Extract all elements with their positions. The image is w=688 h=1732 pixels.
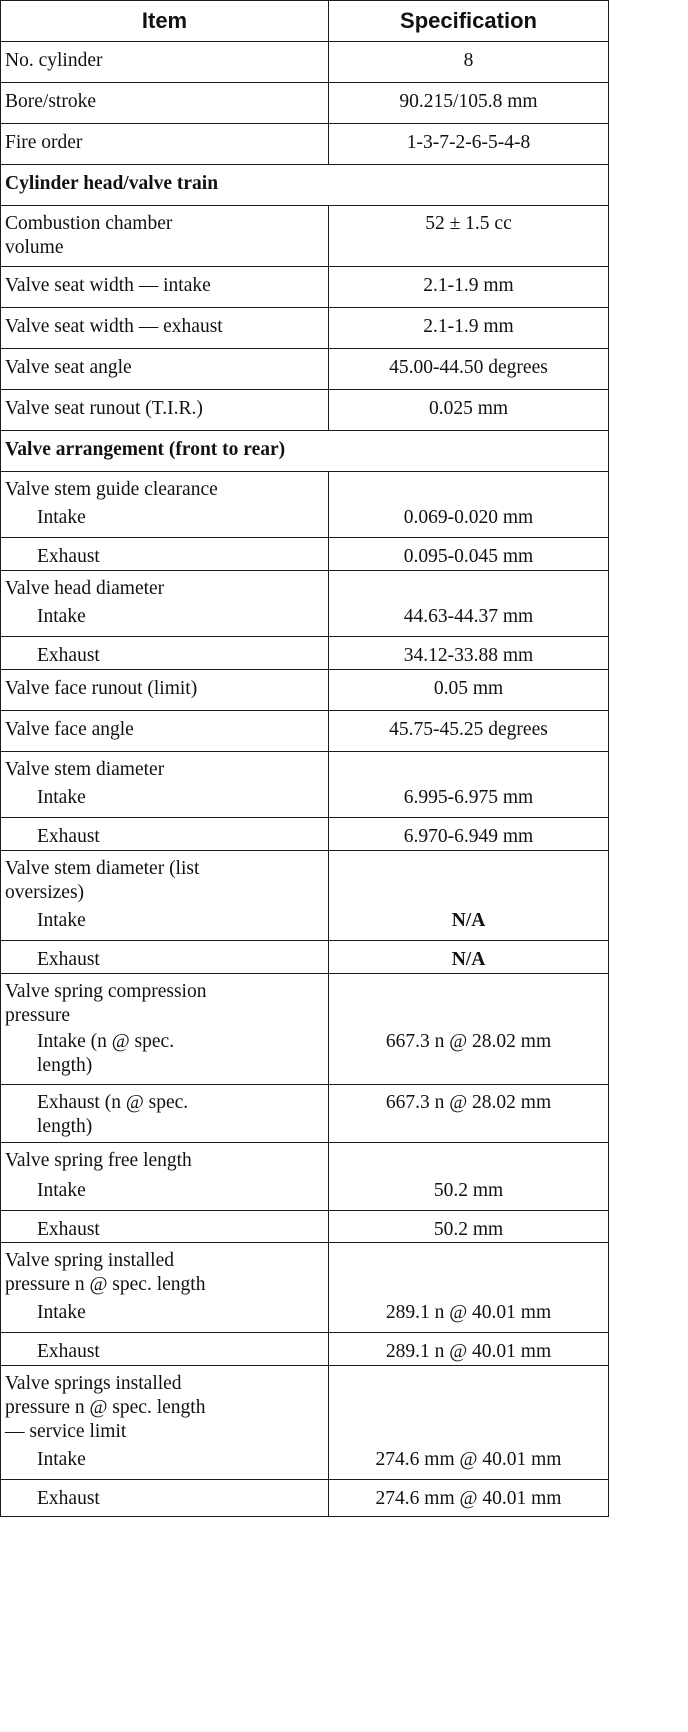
label-guide-intake: Intake (1, 502, 328, 538)
label-guide-exhaust: Exhaust (37, 546, 100, 567)
label-face-runout: Valve face runout (limit) (5, 678, 198, 699)
label-installed-l1: Valve spring installed (5, 1250, 174, 1271)
label-limit-exhaust: Exhaust (37, 1488, 100, 1509)
value-fire-order: 1-3-7-2-6-5-4-8 (406, 132, 531, 153)
row-combustion (1, 206, 609, 267)
label-free-length: Valve spring free length (5, 1150, 192, 1171)
row-head-diameter (1, 571, 609, 670)
row-seat-width-exhaust (1, 308, 609, 349)
label-combustion-l2: volume (5, 237, 64, 258)
row-seat-angle (1, 349, 609, 390)
row-seat-width-intake (1, 267, 609, 308)
label-compression-exhaust-l1: Exhaust (n @ spec. (37, 1092, 189, 1113)
row-cylinders (1, 42, 609, 83)
value-seat-angle: 45.00-44.50 degrees (389, 357, 548, 378)
section-cylinder-head (1, 165, 609, 206)
label-installed-l2: pressure n @ spec. length (5, 1274, 206, 1295)
value-oversize-intake: N/A (329, 851, 608, 941)
value-installed-exhaust: 289.1 n @ 40.01 mm (385, 1341, 552, 1362)
label-seat-runout: Valve seat runout (T.I.R.) (5, 398, 203, 419)
label-limit-l3: — service limit (5, 1421, 127, 1442)
value-free-exhaust: 50.2 mm (433, 1219, 504, 1240)
label-head-diameter: Valve head diameter (5, 578, 165, 599)
value-cylinders: 8 (463, 50, 474, 71)
row-face-runout (1, 670, 609, 711)
header-row (1, 1, 609, 42)
label-combustion-l1: Combustion chamber (5, 213, 173, 234)
label-head-exhaust: Exhaust (37, 645, 100, 666)
value-limit-exhaust: 274.6 mm @ 40.01 mm (375, 1488, 562, 1509)
value-bore-stroke: 90.215/105.8 mm (399, 91, 538, 112)
value-guide-exhaust: 0.095-0.045 mm (403, 546, 534, 567)
value-head-exhaust: 34.12-33.88 mm (403, 645, 534, 666)
header-specification: Specification (329, 1, 609, 42)
row-springs-installed-limit (1, 1366, 609, 1517)
row-guide-clearance (1, 472, 609, 571)
value-free-intake: 50.2 mm (329, 1143, 608, 1211)
value-face-runout: 0.05 mm (433, 678, 504, 699)
label-compression-l2: pressure (5, 1005, 70, 1026)
section-cylinder-head-title: Cylinder head/valve train (5, 173, 219, 194)
label-stem-diameter: Valve stem diameter (5, 759, 165, 780)
label-oversize-exhaust: Exhaust (37, 949, 100, 970)
value-stem-exhaust: 6.970-6.949 mm (403, 826, 534, 847)
label-free-intake: Intake (1, 1173, 328, 1211)
label-compression-l1: Valve spring compression (5, 981, 207, 1002)
value-head-intake: 44.63-44.37 mm (329, 571, 608, 637)
row-face-angle (1, 711, 609, 752)
label-oversize-l1: Valve stem diameter (list (5, 858, 200, 879)
section-valve-arrangement (1, 431, 609, 472)
value-installed-intake: 289.1 n @ 40.01 mm (329, 1243, 608, 1333)
label-guide-clearance: Valve stem guide clearance (5, 479, 218, 500)
label-face-angle: Valve face angle (5, 719, 134, 740)
value-guide-intake: 0.069-0.020 mm (329, 472, 608, 538)
value-compression-intake: 667.3 n @ 28.02 mm (329, 974, 608, 1085)
label-installed-exhaust: Exhaust (37, 1341, 100, 1362)
label-cylinders: No. cylinder (5, 50, 103, 71)
row-spring-free-length (1, 1143, 609, 1243)
value-seat-width-intake: 2.1-1.9 mm (423, 275, 514, 296)
label-fire-order: Fire order (5, 132, 83, 153)
row-seat-runout (1, 390, 609, 431)
row-fire-order (1, 124, 609, 165)
label-free-exhaust: Exhaust (37, 1219, 100, 1240)
value-oversize-exhaust: N/A (451, 949, 486, 970)
label-installed-intake: Intake (1, 1297, 328, 1333)
label-compression-intake-l1: Intake (n @ spec. (37, 1031, 175, 1052)
value-seat-width-exhaust: 2.1-1.9 mm (423, 316, 514, 337)
row-stem-oversize (1, 851, 609, 974)
row-spring-installed (1, 1243, 609, 1366)
row-stem-diameter (1, 752, 609, 851)
value-stem-intake: 6.995-6.975 mm (329, 752, 608, 818)
label-compression-exhaust-l2: length) (37, 1116, 93, 1137)
value-face-angle: 45.75-45.25 degrees (389, 719, 548, 740)
row-bore-stroke (1, 83, 609, 124)
label-compression-intake-l2: length) (1, 1054, 328, 1085)
header-item: Item (1, 1, 329, 42)
value-combustion: 52 ± 1.5 cc (425, 213, 512, 234)
label-limit-l2: pressure n @ spec. length (5, 1397, 206, 1418)
label-seat-angle: Valve seat angle (5, 357, 132, 378)
label-stem-intake: Intake (1, 782, 328, 818)
section-valve-arrangement-title: Valve arrangement (front to rear) (5, 439, 286, 460)
label-oversize-intake: Intake (1, 905, 328, 941)
label-oversize-l2: oversizes) (5, 882, 85, 903)
label-bore-stroke: Bore/stroke (5, 91, 96, 112)
value-compression-exhaust: 667.3 n @ 28.02 mm (385, 1092, 552, 1113)
label-head-intake: Intake (1, 601, 328, 637)
label-limit-intake: Intake (1, 1444, 328, 1480)
value-seat-runout: 0.025 mm (428, 398, 509, 419)
label-stem-exhaust: Exhaust (37, 826, 100, 847)
label-seat-width-intake: Valve seat width — intake (5, 275, 211, 296)
label-seat-width-exhaust: Valve seat width — exhaust (5, 316, 223, 337)
row-spring-compression (1, 974, 609, 1143)
label-limit-l1: Valve springs installed (5, 1373, 182, 1394)
value-limit-intake: 274.6 mm @ 40.01 mm (329, 1366, 608, 1480)
